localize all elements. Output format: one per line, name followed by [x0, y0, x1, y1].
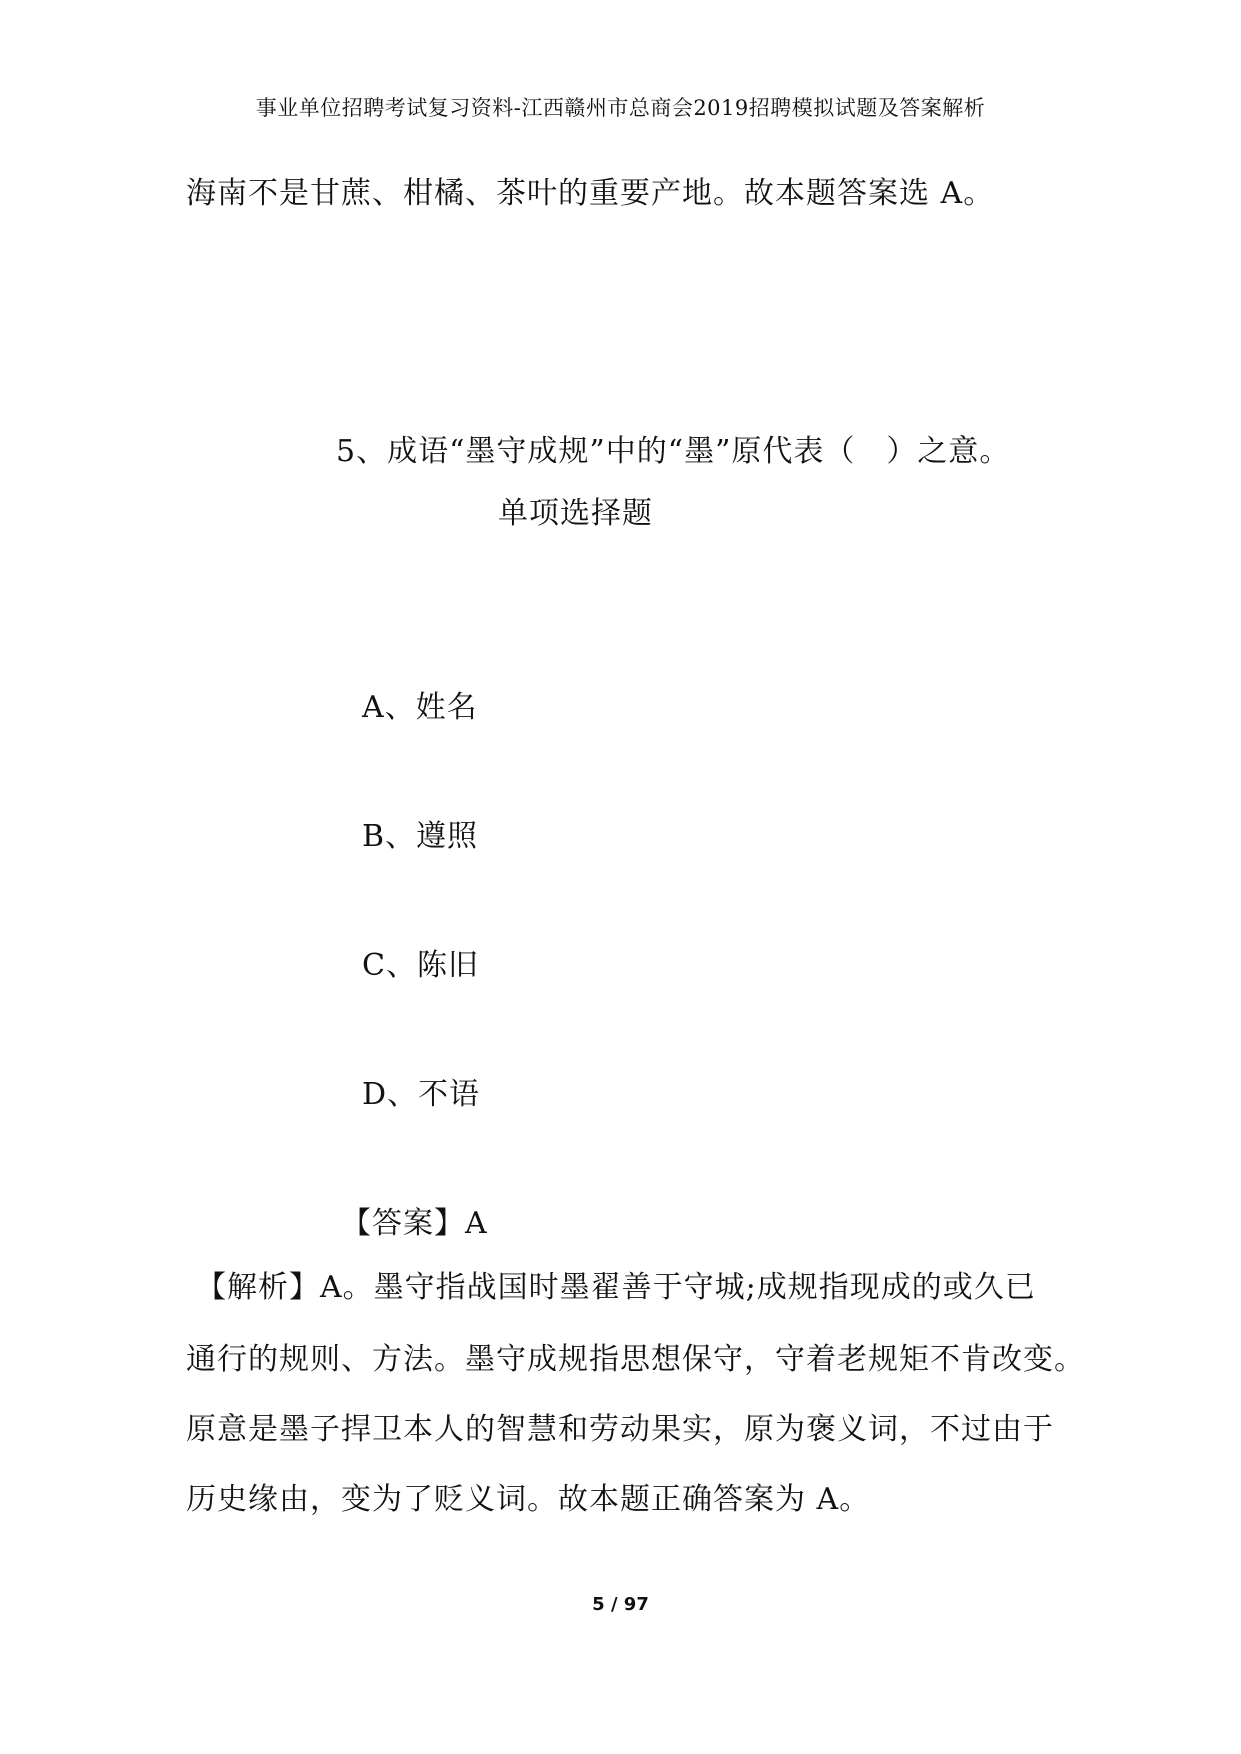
question-stem: 5、成语“墨守成规”中的“墨”原代表（ ）之意。 [336, 434, 1011, 469]
option-b: B、遵照 [362, 819, 479, 854]
option-d: D、不语 [362, 1077, 481, 1112]
analysis-line: 历史缘由，变为了贬义词。故本题正确答案为 A。 [186, 1482, 871, 1517]
answer-line: 【答案】A [341, 1206, 488, 1241]
page-number: 5 / 97 [592, 1594, 649, 1615]
document-header: 事业单位招聘考试复习资料-江西赣州市总商会2019招聘模拟试题及答案解析 [255, 96, 986, 120]
option-c: C、陈旧 [362, 948, 479, 983]
previous-answer-tail: 海南不是甘蔗、柑橘、茶叶的重要产地。故本题答案选 A。 [186, 176, 995, 211]
option-a: A、姓名 [362, 690, 478, 725]
analysis-line: 通行的规则、方法。墨守成规指思想保守，守着老规矩不肯改变。 [186, 1342, 1085, 1377]
analysis-line: 原意是墨子捍卫本人的智慧和劳动果实，原为褒义词，不过由于 [186, 1412, 1054, 1447]
analysis-line: 【解析】A。墨守指战国时墨翟善于守城;成规指现成的或久已 [196, 1270, 1036, 1305]
question-type-label: 单项选择题 [498, 496, 653, 531]
